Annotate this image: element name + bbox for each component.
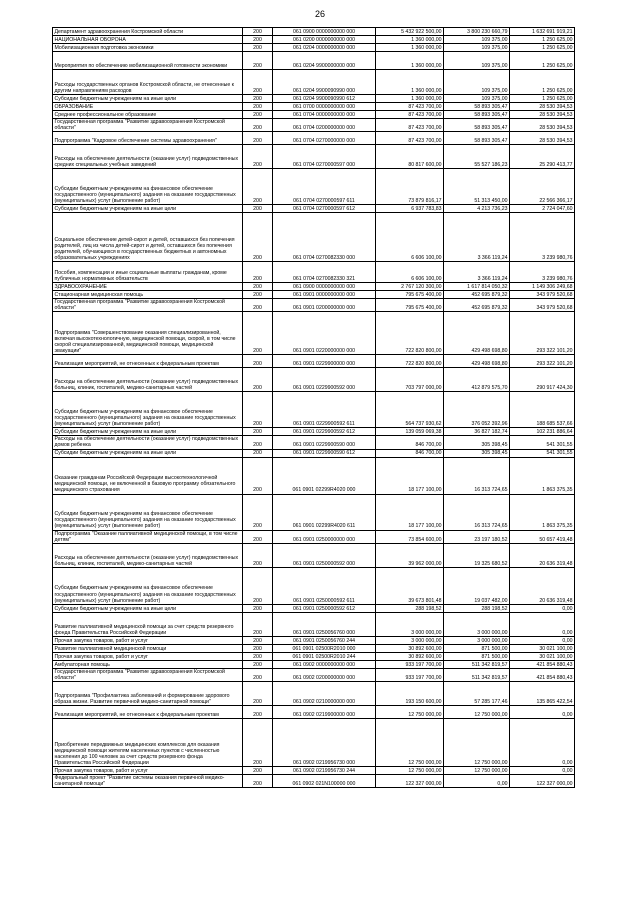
cell-code: 061 0902 021N100000 000	[273, 774, 376, 787]
cell-name: Прочая закупка товаров, работ и услуг	[53, 766, 243, 774]
cell-a3: 3 239 980,76	[510, 213, 575, 262]
cell-a2: 16 313 724,65	[444, 457, 510, 494]
cell-name: НАЦИОНАЛЬНАЯ ОБОРОНА	[53, 36, 243, 44]
cell-grbs: 200	[243, 291, 273, 299]
cell-a1: 87 423 700,00	[376, 119, 444, 132]
cell-a3: 1 250 625,00	[510, 36, 575, 44]
cell-code: 061 0900 0000000000 000	[273, 28, 376, 36]
cell-name: Департамент здравоохранения Костромской области	[53, 28, 243, 36]
cell-code: 061 0901 0220000000 000	[273, 312, 376, 355]
cell-name: Реализация мероприятий, не отнесенных к федеральным проектам	[53, 355, 243, 368]
table-row	[53, 145, 575, 169]
table-row	[53, 28, 575, 36]
cell-a1: 795 675 400,00	[376, 299, 444, 312]
cell-a1: 18 177 100,00	[376, 494, 444, 530]
cell-name: Расходы на обеспечение деятельности (оказание услуг) подведомственных больниц, клиник, госпиталей, медико-санитарных частей	[53, 368, 243, 392]
cell-grbs: 200	[243, 368, 273, 392]
cell-a3: 1 250 625,00	[510, 44, 575, 52]
cell-a1: 30 892 600,00	[376, 652, 444, 660]
cell-grbs: 200	[243, 70, 273, 95]
cell-a2: 3 000 000,00	[444, 636, 510, 644]
table-row	[53, 652, 575, 660]
cell-grbs: 200	[243, 132, 273, 145]
table-row	[53, 103, 575, 111]
cell-a2: 58 893 305,47	[444, 132, 510, 145]
cell-name: Прочая закупка товаров, работ и услуг	[53, 652, 243, 660]
cell-a2: 16 313 724,65	[444, 494, 510, 530]
cell-grbs: 200	[243, 95, 273, 103]
cell-code: 061 0901 0250056760 244	[273, 636, 376, 644]
cell-code: 061 0704 0000000000 000	[273, 111, 376, 119]
cell-a3: 421 854 880,43	[510, 660, 575, 668]
cell-name: Субсидии бюджетным учреждениям на финансовое обеспечение государственного (муниципального) задания на оказание государственных (муниципальных) услуг (выполнение работ)	[53, 567, 243, 604]
cell-a3: 20 636 319,48	[510, 567, 575, 604]
cell-a1: 1 360 000,00	[376, 36, 444, 44]
table-row	[53, 530, 575, 543]
cell-code: 061 0704 0270000597 612	[273, 205, 376, 213]
cell-a3: 25 290 413,77	[510, 145, 575, 169]
cell-a3: 0,00	[510, 718, 575, 766]
cell-grbs: 200	[243, 668, 273, 681]
cell-a3: 30 021 100,00	[510, 644, 575, 652]
cell-a3: 20 636 319,48	[510, 543, 575, 567]
cell-a2: 511 342 819,57	[444, 660, 510, 668]
cell-code: 061 0704 0270000597 000	[273, 145, 376, 169]
cell-a2: 57 285 177,46	[444, 681, 510, 705]
cell-grbs: 200	[243, 52, 273, 70]
cell-name: Расходы на обеспечение деятельности (оказание услуг) подведомственных средних специальных учебных заведений	[53, 145, 243, 169]
table-row	[53, 636, 575, 644]
cell-name: Субсидии бюджетным учреждениям на финансовое обеспечение государственного (муниципального) задания на оказание государственных (муниципальных) услуг (выполнение работ)	[53, 494, 243, 530]
table-row	[53, 119, 575, 132]
table-row	[53, 368, 575, 392]
cell-grbs: 200	[243, 718, 273, 766]
table-row	[53, 299, 575, 312]
cell-grbs: 200	[243, 119, 273, 132]
cell-code: 061 0700 0000000000 000	[273, 103, 376, 111]
cell-grbs: 200	[243, 145, 273, 169]
cell-a2: 12 750 000,00	[444, 705, 510, 718]
cell-a3: 28 530 394,53	[510, 132, 575, 145]
cell-a1: 1 360 000,00	[376, 95, 444, 103]
cell-a2: 305 398,45	[444, 449, 510, 457]
cell-a3: 421 854 880,43	[510, 668, 575, 681]
table-row	[53, 291, 575, 299]
table-row	[53, 436, 575, 449]
cell-a2: 12 750 000,00	[444, 766, 510, 774]
cell-a3: 0,00	[510, 604, 575, 612]
cell-name: Субсидии бюджетным учреждениям на иные цели	[53, 95, 243, 103]
cell-a3: 0,00	[510, 766, 575, 774]
table-row	[53, 262, 575, 283]
cell-a3: 1 250 625,00	[510, 52, 575, 70]
cell-code: 061 0901 02500R2010 000	[273, 644, 376, 652]
table-row	[53, 205, 575, 213]
cell-a3: 122 327 000,00	[510, 774, 575, 787]
cell-code: 061 0901 0250000592 000	[273, 543, 376, 567]
cell-grbs: 200	[243, 681, 273, 705]
cell-name: Субсидии бюджетным учреждениям на финансовое обеспечение государственного (муниципального) задания на оказание государственных (муниципальных) услуг (выполнение работ)	[53, 169, 243, 205]
cell-name: Амбулаторная помощь	[53, 660, 243, 668]
cell-grbs: 200	[243, 494, 273, 530]
cell-a2: 0,00	[444, 774, 510, 787]
cell-a1: 73 854 600,00	[376, 530, 444, 543]
cell-code: 061 0901 02500R2010 244	[273, 652, 376, 660]
cell-a2: 3 366 119,24	[444, 213, 510, 262]
cell-a1: 288 198,52	[376, 604, 444, 612]
cell-code: 061 0704 0270000000 000	[273, 132, 376, 145]
cell-grbs: 200	[243, 355, 273, 368]
cell-a1: 846 700,00	[376, 449, 444, 457]
cell-a1: 3 000 000,00	[376, 612, 444, 636]
cell-a3: 28 530 394,53	[510, 119, 575, 132]
table-row	[53, 355, 575, 368]
table-row	[53, 718, 575, 766]
cell-a3: 3 239 980,76	[510, 262, 575, 283]
cell-a3: 135 865 422,54	[510, 681, 575, 705]
table-row	[53, 604, 575, 612]
cell-code: 061 0901 0000000000 000	[273, 291, 376, 299]
cell-name: Расходы на обеспечение деятельности (оказание услуг) подведомственных домов ребенка	[53, 436, 243, 449]
cell-grbs: 200	[243, 392, 273, 428]
table-row	[53, 36, 575, 44]
cell-a1: 6 606 100,00	[376, 213, 444, 262]
cell-a3: 1 250 625,00	[510, 70, 575, 95]
cell-a2: 19 037 482,00	[444, 567, 510, 604]
cell-name: Социальное обеспечение детей-сирот и детей, оставшихся без попечения родителей, лиц из числа детей-сирот и детей, оставшихся без попечения родителей, обучающихся в государственных бюджетных и автономных образовательных учреждениях	[53, 213, 243, 262]
table-row	[53, 44, 575, 52]
cell-grbs: 200	[243, 449, 273, 457]
cell-name: Приобретение передвижных медицинских комплексов для оказания медицинской помощи жителям населенных пунктов с численностью населения до 100 человек за счет средств резервного фонда Правительства Российской Федерации	[53, 718, 243, 766]
cell-grbs: 200	[243, 543, 273, 567]
cell-code: 061 0901 02299R4020 000	[273, 457, 376, 494]
cell-a3: 290 917 424,30	[510, 368, 575, 392]
cell-name: Государственная программа "Развитие здравоохранения Костромской области"	[53, 299, 243, 312]
cell-code: 061 0204 9900090990 612	[273, 95, 376, 103]
cell-a3: 541 301,55	[510, 436, 575, 449]
cell-grbs: 200	[243, 530, 273, 543]
cell-a3: 0,00	[510, 705, 575, 718]
cell-a3: 0,00	[510, 612, 575, 636]
table-row	[53, 132, 575, 145]
table-row	[53, 494, 575, 530]
cell-name: Прочая закупка товаров, работ и услуг	[53, 636, 243, 644]
table-row	[53, 766, 575, 774]
cell-a2: 1 617 814 050,32	[444, 283, 510, 291]
cell-a2: 109 375,00	[444, 95, 510, 103]
cell-name: Развитие паллиативной медицинской помощи за счет средств резервного фонда Правительства Российской Федерации	[53, 612, 243, 636]
cell-a3: 2 724 047,60	[510, 205, 575, 213]
cell-name: Реализация мероприятий, не отнесенных к федеральным проектам	[53, 705, 243, 718]
table-row	[53, 567, 575, 604]
cell-a1: 722 820 800,00	[376, 355, 444, 368]
cell-a2: 109 375,00	[444, 52, 510, 70]
cell-grbs: 200	[243, 604, 273, 612]
cell-a2: 109 375,00	[444, 36, 510, 44]
cell-a2: 305 398,45	[444, 436, 510, 449]
cell-a1: 6 937 783,83	[376, 205, 444, 213]
cell-a1: 933 197 700,00	[376, 668, 444, 681]
cell-code: 061 0204 0000000000 000	[273, 44, 376, 52]
cell-a2: 871 500,00	[444, 644, 510, 652]
table-row	[53, 169, 575, 205]
cell-a1: 193 150 600,00	[376, 681, 444, 705]
table-row	[53, 668, 575, 681]
cell-a3: 541 301,55	[510, 449, 575, 457]
cell-a3: 1 250 625,00	[510, 95, 575, 103]
cell-a3: 343 979 520,68	[510, 299, 575, 312]
cell-a2: 23 197 180,52	[444, 530, 510, 543]
cell-a1: 703 797 000,00	[376, 368, 444, 392]
cell-a1: 87 423 700,00	[376, 103, 444, 111]
cell-code: 061 0204 9900000000 000	[273, 52, 376, 70]
cell-name: Субсидии бюджетным учреждениям на иные цели	[53, 449, 243, 457]
cell-a2: 4 213 736,23	[444, 205, 510, 213]
cell-code: 061 0704 0200000000 000	[273, 119, 376, 132]
cell-a1: 73 879 816,17	[376, 169, 444, 205]
cell-a3: 1 632 691 919,21	[510, 28, 575, 36]
cell-grbs: 200	[243, 567, 273, 604]
cell-a3: 28 530 394,53	[510, 103, 575, 111]
cell-name: Федеральный проект "Развитие системы оказания первичной медико-санитарной помощи"	[53, 774, 243, 787]
cell-grbs: 200	[243, 766, 273, 774]
table-row	[53, 457, 575, 494]
cell-code: 061 0901 0200000000 000	[273, 299, 376, 312]
cell-name: Государственная программа "Развитие здравоохранения Костромской области"	[53, 668, 243, 681]
cell-code: 061 0704 0270082330 321	[273, 262, 376, 283]
page-number: 26	[314, 9, 325, 19]
cell-code: 061 0704 0270082330 000	[273, 213, 376, 262]
cell-grbs: 200	[243, 457, 273, 494]
cell-a2: 51 313 450,00	[444, 169, 510, 205]
cell-name: Расходы на обеспечение деятельности (оказание услуг) подведомственных больниц, клиник, госпиталей, медико-санитарных частей	[53, 543, 243, 567]
cell-a1: 795 675 400,00	[376, 291, 444, 299]
cell-a2: 376 052 392,96	[444, 392, 510, 428]
cell-a2: 109 375,00	[444, 70, 510, 95]
cell-grbs: 200	[243, 636, 273, 644]
cell-a1: 87 423 700,00	[376, 132, 444, 145]
cell-a1: 122 327 000,00	[376, 774, 444, 787]
cell-a2: 58 893 305,47	[444, 119, 510, 132]
cell-a3: 1 149 306 249,68	[510, 283, 575, 291]
cell-a1: 39 673 801,48	[376, 567, 444, 604]
cell-a3: 188 685 537,66	[510, 392, 575, 428]
table-row	[53, 774, 575, 787]
cell-grbs: 200	[243, 44, 273, 52]
cell-code: 061 0200 0000000000 000	[273, 36, 376, 44]
cell-a3: 28 530 394,53	[510, 111, 575, 119]
cell-grbs: 200	[243, 103, 273, 111]
cell-name: Оказание гражданам Российской Федерации высокотехнологичной медицинской помощи, не включенной в базовую программу обязательного медицинского страхования	[53, 457, 243, 494]
cell-a1: 87 423 700,00	[376, 111, 444, 119]
table-row	[53, 312, 575, 355]
table-row	[53, 449, 575, 457]
cell-a1: 6 606 100,00	[376, 262, 444, 283]
cell-code: 061 0204 9900090990 000	[273, 70, 376, 95]
cell-code: 061 0902 0200000000 000	[273, 668, 376, 681]
cell-code: 061 0902 0000000000 000	[273, 660, 376, 668]
cell-name: Субсидии бюджетным учреждениям на иные цели	[53, 205, 243, 213]
budget-table-body	[53, 28, 575, 788]
cell-grbs: 200	[243, 262, 273, 283]
cell-a2: 412 879 575,70	[444, 368, 510, 392]
cell-a2: 511 342 819,57	[444, 668, 510, 681]
cell-a2: 12 750 000,00	[444, 718, 510, 766]
cell-a1: 39 962 000,00	[376, 543, 444, 567]
cell-a3: 293 322 101,20	[510, 312, 575, 355]
cell-name: Субсидии бюджетным учреждениям на иные цели	[53, 604, 243, 612]
cell-grbs: 200	[243, 612, 273, 636]
cell-name: Государственная программа "Развитие здравоохранения Костромской области"	[53, 119, 243, 132]
table-row	[53, 392, 575, 428]
cell-a3: 102 231 886,64	[510, 428, 575, 436]
cell-code: 061 0901 0229900590 612	[273, 449, 376, 457]
table-row	[53, 543, 575, 567]
cell-a2: 288 198,52	[444, 604, 510, 612]
cell-code: 061 0901 0250056760 000	[273, 612, 376, 636]
cell-a3: 343 979 520,68	[510, 291, 575, 299]
table-row	[53, 213, 575, 262]
cell-a2: 3 000 000,00	[444, 612, 510, 636]
cell-code: 061 0901 0229900592 000	[273, 368, 376, 392]
cell-a1: 5 432 922 500,00	[376, 28, 444, 36]
cell-name: Подпрограмма "Кадровое обеспечение системы здравоохранения"	[53, 132, 243, 145]
cell-name: Субсидии бюджетным учреждениям на финансовое обеспечение государственного (муниципального) задания на оказание государственных (муниципальных) услуг (выполнение работ)	[53, 392, 243, 428]
cell-code: 061 0901 0229900000 000	[273, 355, 376, 368]
cell-a2: 58 893 305,47	[444, 103, 510, 111]
cell-name: Стационарная медицинская помощь	[53, 291, 243, 299]
cell-a3: 1 863 375,35	[510, 494, 575, 530]
cell-name: Подпрограмма "Совершенствование оказания специализированной, включая высокотехнологичную, медицинской помощи, скорой, в том числе скорой специализированной, медицинской помощи, медицинской эвакуации"	[53, 312, 243, 355]
cell-a1: 12 750 000,00	[376, 766, 444, 774]
cell-code: 061 0901 0229900592 611	[273, 392, 376, 428]
cell-name: Мероприятия по обеспечению мобилизационной готовности экономики	[53, 52, 243, 70]
cell-code: 061 0902 0219956730 244	[273, 766, 376, 774]
cell-grbs: 200	[243, 111, 273, 119]
cell-a2: 109 375,00	[444, 44, 510, 52]
cell-grbs: 200	[243, 652, 273, 660]
cell-grbs: 200	[243, 28, 273, 36]
cell-grbs: 200	[243, 169, 273, 205]
cell-name: Пособия, компенсации и иные социальные выплаты гражданам, кроме публичных нормативных обязательств	[53, 262, 243, 283]
cell-name: Среднее профессиональное образование	[53, 111, 243, 119]
cell-name: Подпрограмма "Оказание паллиативной медицинской помощи, в том числе детям"	[53, 530, 243, 543]
cell-a2: 452 695 879,32	[444, 291, 510, 299]
table-row	[53, 660, 575, 668]
cell-a1: 80 817 600,00	[376, 145, 444, 169]
cell-code: 061 0901 0229900590 000	[273, 436, 376, 449]
cell-name: Подпрограмма "Профилактика заболеваний и формирование здорового образа жизни. Развитие первичной медико-санитарной помощи"	[53, 681, 243, 705]
cell-code: 061 0704 0270000597 611	[273, 169, 376, 205]
cell-name: ЗДРАВООХРАНЕНИЕ	[53, 283, 243, 291]
table-row	[53, 70, 575, 95]
cell-code: 061 0901 0250000592 612	[273, 604, 376, 612]
cell-grbs: 200	[243, 36, 273, 44]
cell-a1: 1 360 000,00	[376, 70, 444, 95]
cell-grbs: 200	[243, 660, 273, 668]
cell-name: Мобилизационная подготовка экономики	[53, 44, 243, 52]
cell-a3: 30 021 100,00	[510, 652, 575, 660]
cell-grbs: 200	[243, 205, 273, 213]
cell-a2: 452 695 879,32	[444, 299, 510, 312]
cell-name: ОБРАЗОВАНИЕ	[53, 103, 243, 111]
cell-a2: 3 366 119,24	[444, 262, 510, 283]
cell-grbs: 200	[243, 312, 273, 355]
cell-code: 061 0902 0210000000 000	[273, 681, 376, 705]
cell-a1: 722 820 800,00	[376, 312, 444, 355]
cell-grbs: 200	[243, 774, 273, 787]
cell-a1: 12 750 000,00	[376, 705, 444, 718]
cell-code: 061 0901 0250000592 611	[273, 567, 376, 604]
cell-a2: 36 827 182,74	[444, 428, 510, 436]
cell-name: Развитие паллиативной медицинской помощи	[53, 644, 243, 652]
cell-name: Расходы государственных органов Костромской области, не отнесенные к другим направлениям расходов	[53, 70, 243, 95]
cell-a3: 22 566 366,17	[510, 169, 575, 205]
cell-grbs: 200	[243, 644, 273, 652]
cell-code: 061 0901 02299R4020 611	[273, 494, 376, 530]
cell-a1: 139 059 069,38	[376, 428, 444, 436]
cell-a2: 429 498 698,80	[444, 312, 510, 355]
cell-a3: 50 657 419,48	[510, 530, 575, 543]
table-row	[53, 428, 575, 436]
cell-a2: 19 325 680,52	[444, 543, 510, 567]
cell-code: 061 0902 0219956730 000	[273, 718, 376, 766]
table-row	[53, 283, 575, 291]
table-row	[53, 52, 575, 70]
cell-code: 061 0901 0250000000 000	[273, 530, 376, 543]
cell-grbs: 200	[243, 283, 273, 291]
cell-code: 061 0901 0229900592 612	[273, 428, 376, 436]
cell-a2: 429 498 698,80	[444, 355, 510, 368]
cell-a2: 55 527 186,23	[444, 145, 510, 169]
cell-a3: 0,00	[510, 636, 575, 644]
cell-a3: 293 322 101,20	[510, 355, 575, 368]
cell-a2: 3 800 230 660,79	[444, 28, 510, 36]
cell-a1: 933 197 700,00	[376, 660, 444, 668]
cell-a1: 12 750 000,00	[376, 718, 444, 766]
table-row	[53, 644, 575, 652]
cell-code: 061 0902 0219900000 000	[273, 705, 376, 718]
table-row	[53, 95, 575, 103]
cell-a2: 58 893 305,47	[444, 111, 510, 119]
cell-a1: 846 700,00	[376, 436, 444, 449]
cell-a1: 1 360 000,00	[376, 44, 444, 52]
cell-grbs: 200	[243, 299, 273, 312]
cell-a1: 564 737 930,62	[376, 392, 444, 428]
table-row	[53, 705, 575, 718]
table-row	[53, 612, 575, 636]
budget-table	[52, 27, 575, 788]
cell-a2: 871 500,00	[444, 652, 510, 660]
cell-grbs: 200	[243, 213, 273, 262]
cell-a1: 1 360 000,00	[376, 52, 444, 70]
cell-a1: 18 177 100,00	[376, 457, 444, 494]
cell-a1: 3 000 000,00	[376, 636, 444, 644]
cell-grbs: 200	[243, 436, 273, 449]
cell-name: Субсидии бюджетным учреждениям на иные цели	[53, 428, 243, 436]
cell-a3: 1 863 375,35	[510, 457, 575, 494]
table-row	[53, 111, 575, 119]
cell-grbs: 200	[243, 705, 273, 718]
cell-a1: 2 767 120 300,00	[376, 283, 444, 291]
cell-code: 061 0900 0000000000 000	[273, 283, 376, 291]
cell-grbs: 200	[243, 428, 273, 436]
table-row	[53, 681, 575, 705]
cell-a1: 30 892 600,00	[376, 644, 444, 652]
